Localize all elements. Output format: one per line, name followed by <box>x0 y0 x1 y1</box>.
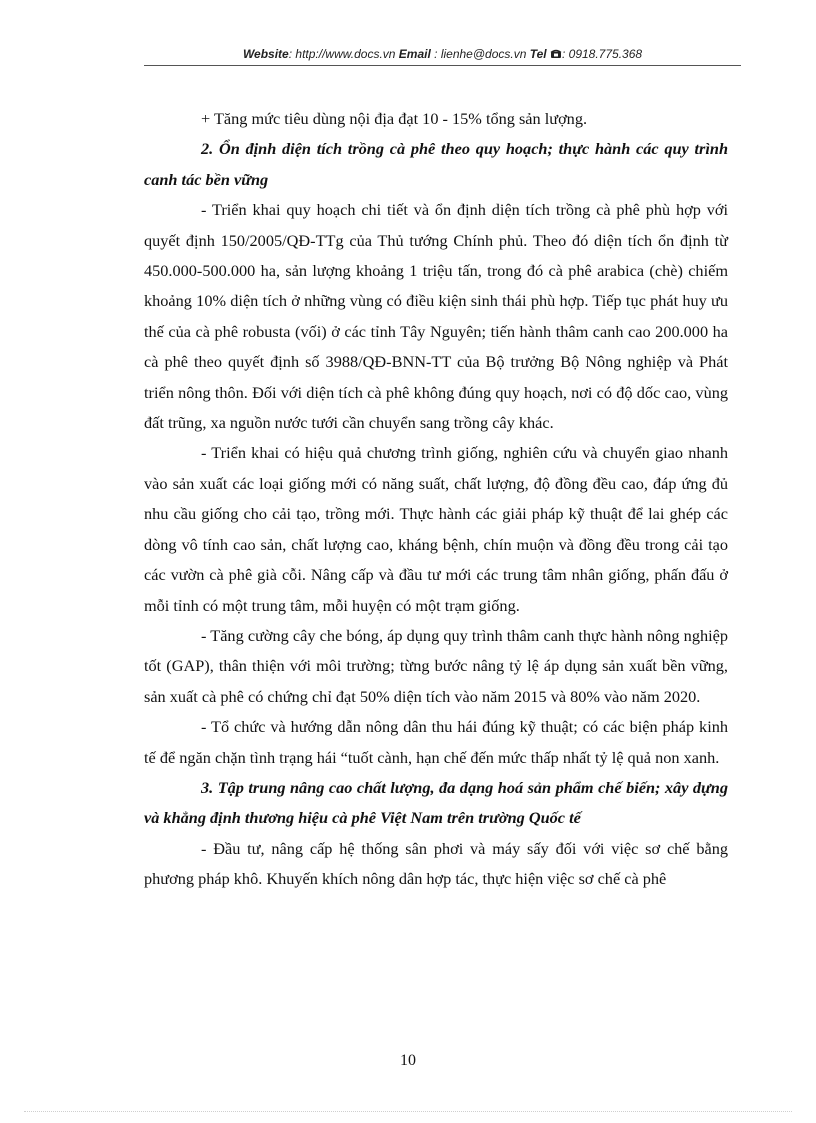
section-heading-3: 3. Tập trung nâng cao chất lượng, đa dạng hoá sản phẩm chế biến; xây dựng và khẳng định thương hiệu cà phê Việt Nam trên trường Quốc tế <box>144 777 728 828</box>
paragraph: - Triển khai có hiệu quả chương trình giống, nghiên cứu và chuyển giao nhanh vào sản xuất các loại giống mới có năng suất, chất lượng, độ đồng đều cao, đáp ứng đủ nhu cầu giống cho cải tạo, trồng mới. Thực hành các giải pháp kỹ thuật để lai ghép các dòng vô tính cao sản, chất lượng cao, kháng bệnh, chín muộn và đồng đều trong cải tạo các vườn cà phê già cỗi. Nâng cấp và đầu tư mới các trung tâm nhân giống, phấn đấu ở mỗi tỉnh có một trung tâm, mỗi huyện có một trạm giống. <box>144 443 728 615</box>
paragraph: - Triển khai quy hoạch chi tiết và ổn định diện tích trồng cà phê phù hợp với quyết định 150/2005/QĐ-TTg của Thủ tướng Chính phủ. Theo đó diện tích ổn định từ 450.000-500.000 ha, sản lượng khoảng 1 triệu tấn, trong đó cà phê arabica (chè) chiếm khoảng 10% diện tích ở những vùng có điều kiện sinh thái phù hợp. Tiếp tục phát huy ưu thế của cà phê robusta (vối) ở các tỉnh Tây Nguyên; tiến hành thâm canh cao 200.000 ha cà phê theo quyết định số 3988/QĐ-BNN-TT của Bộ trưởng Bộ Nông nghiệp và Phát triển nông thôn. Đối với diện tích cà phê không đúng quy hoạch, nơi có độ dốc cao, vùng đất trũng, xa nguồn nước tưới cần chuyển sang trồng cây khác. <box>144 200 728 433</box>
website-value: : http://www.docs.vn <box>288 47 396 61</box>
page-header <box>144 47 741 61</box>
phone-icon <box>550 48 562 59</box>
tel-label: Tel <box>529 47 547 61</box>
header-rule <box>144 65 741 66</box>
document-body <box>144 104 728 895</box>
page-number: 10 <box>400 1052 416 1069</box>
paragraph: - Đầu tư, nâng cấp hệ thống sân phơi và máy sấy đối với việc sơ chế bằng phương pháp khô. Khuyến khích nông dân hợp tác, thực hiện việc sơ chế cà phê <box>144 838 728 889</box>
section-heading-2: 2. Ổn định diện tích trồng cà phê theo quy hoạch; thực hành các quy trình canh tác bền vững <box>144 139 728 189</box>
paragraph: + Tăng mức tiêu dùng nội địa đạt 10 - 15% tổng sản lượng. <box>201 109 588 128</box>
paragraph: - Tăng cường cây che bóng, áp dụng quy trình thâm canh thực hành nông nghiệp tốt (GAP), thân thiện với môi trường; từng bước nâng tỷ lệ áp dụng sản xuất bền vững, sản xuất cà phê có chứng chỉ đạt 50% diện tích vào năm 2015 và 80% vào năm 2020. <box>144 625 728 706</box>
email-label: Email <box>398 47 431 61</box>
tel-value: : 0918.775.368 <box>561 47 643 61</box>
paragraph: - Tổ chức và hướng dẫn nông dân thu hái đúng kỹ thuật; có các biện pháp kinh tế để ngăn chặn tình trạng hái “tuốt cành, hạn chế đến mức thấp nhất tỷ lệ quả non xanh. <box>144 717 728 767</box>
email-value: : lienhe@docs.vn <box>434 47 527 61</box>
page-bottom-border <box>24 1111 792 1112</box>
website-label: Website <box>242 47 289 61</box>
